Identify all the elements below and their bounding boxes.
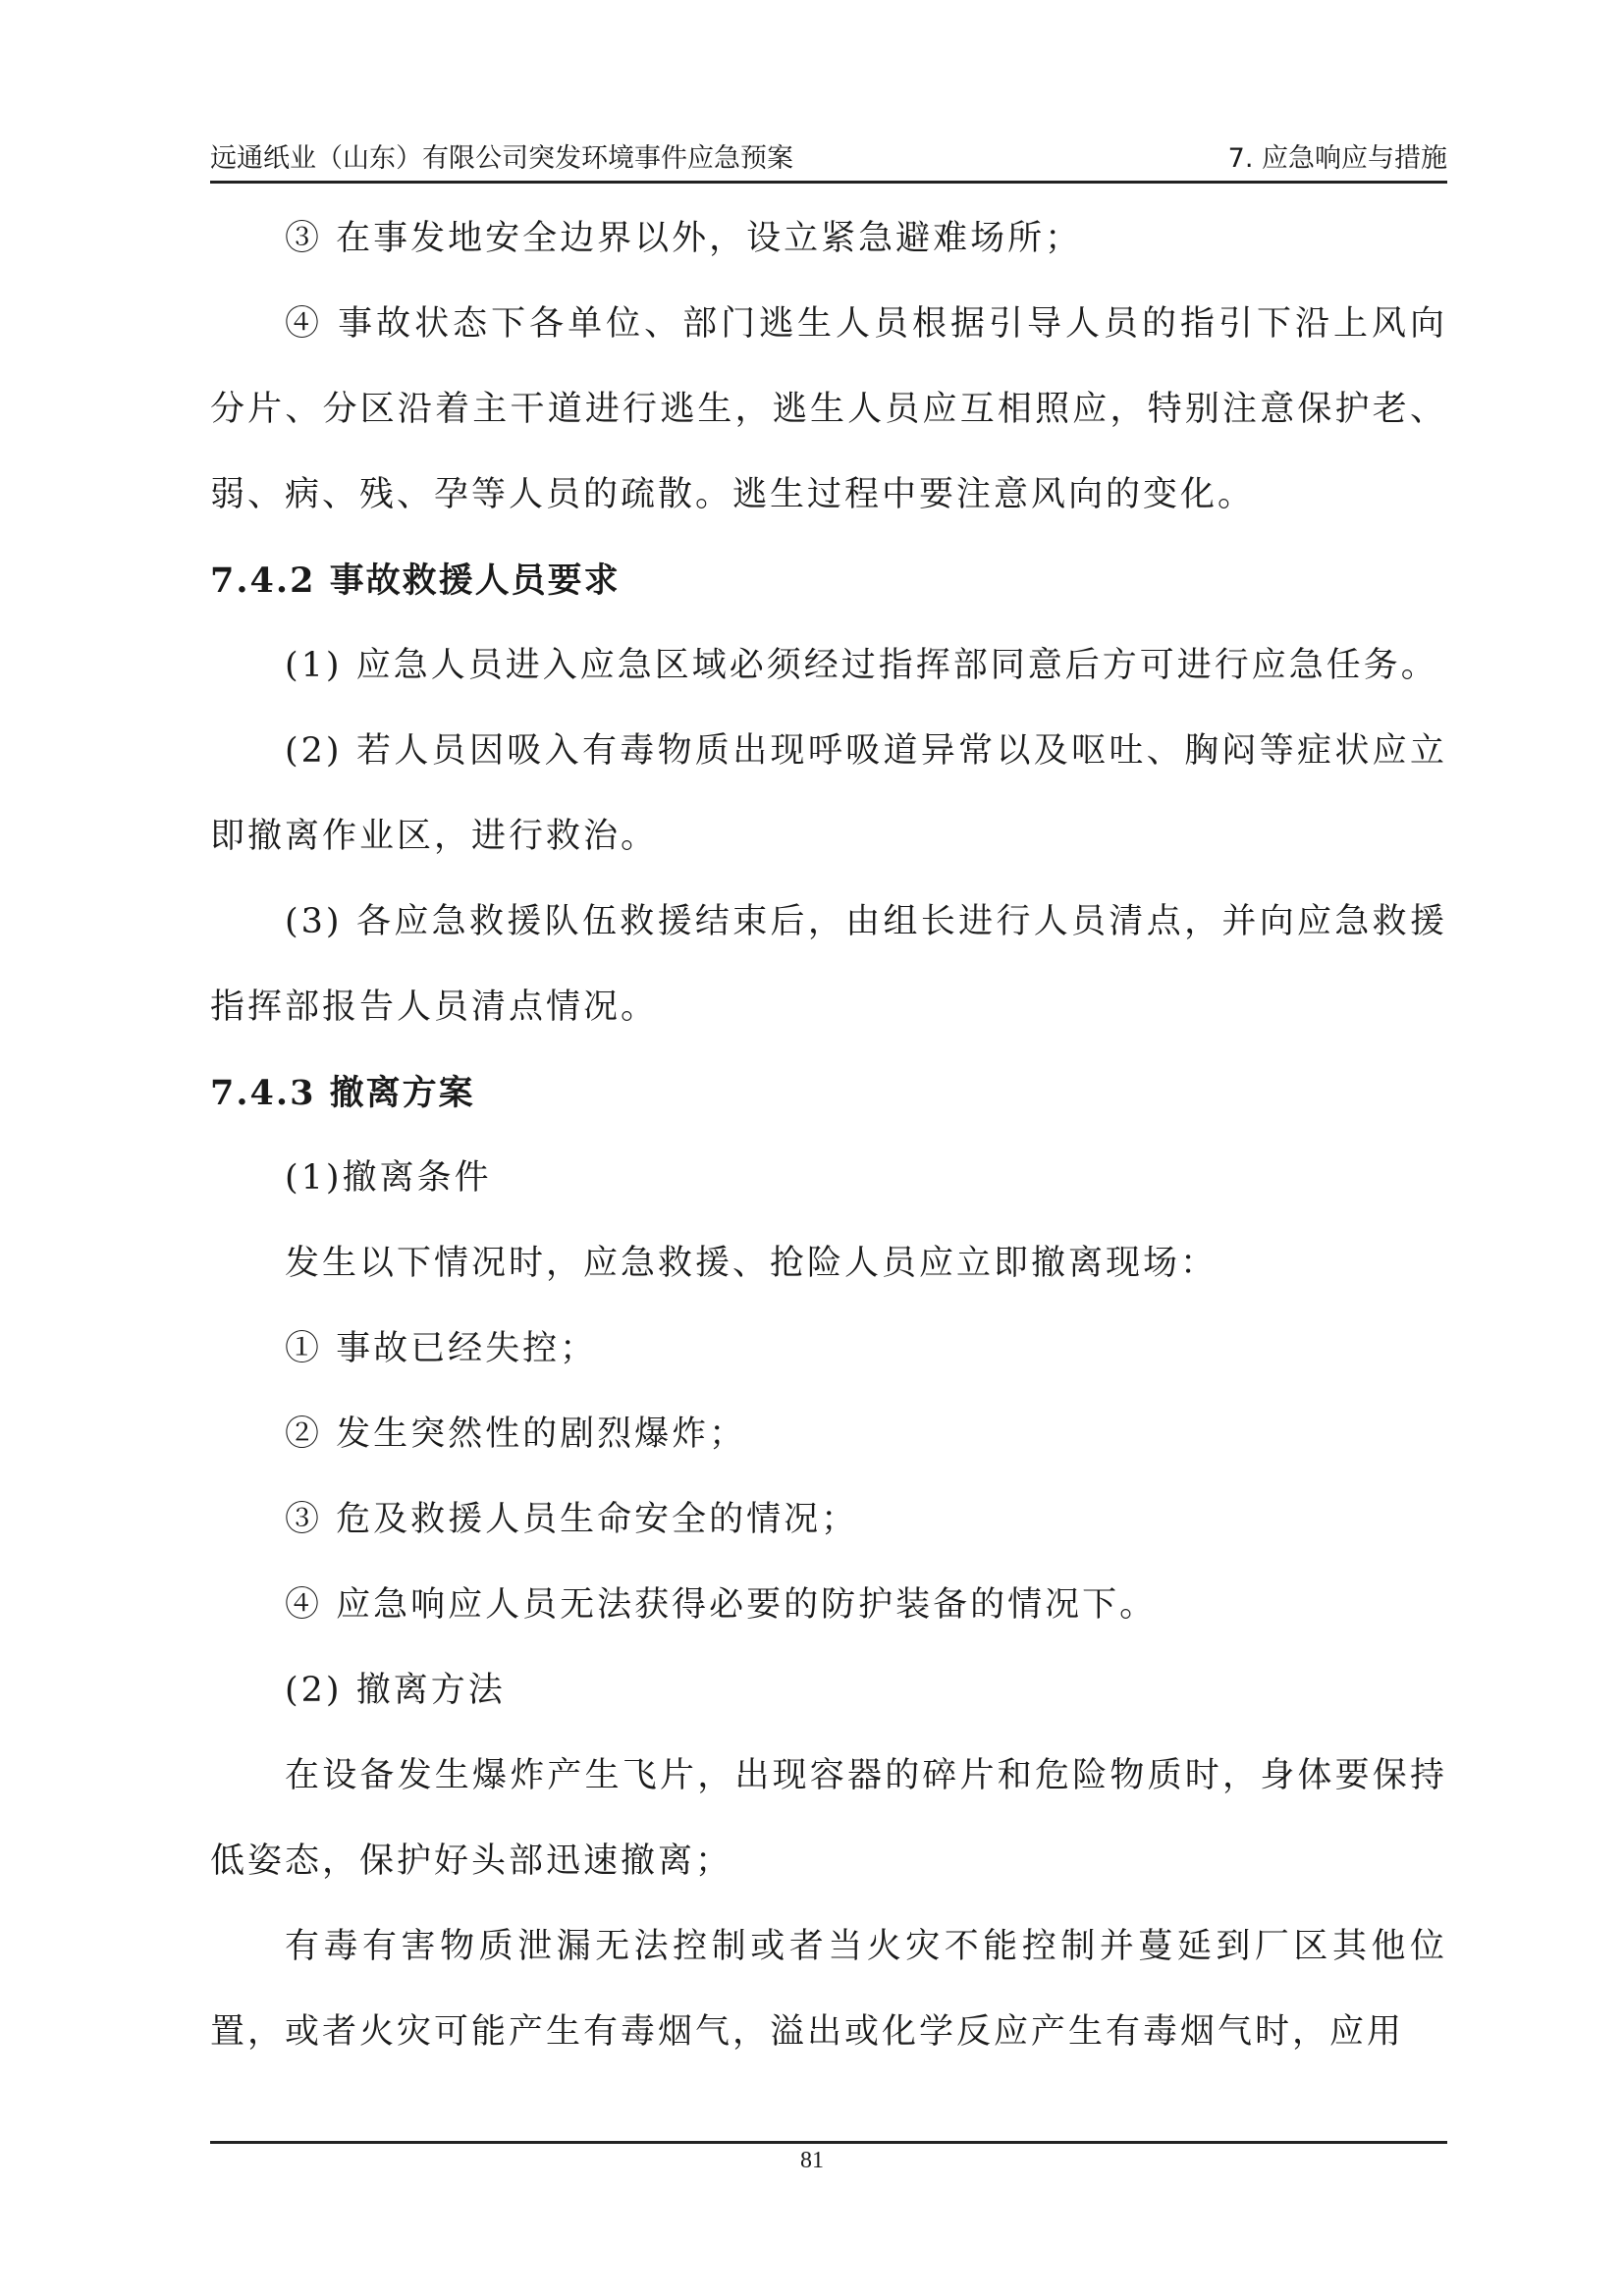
paragraph: (2) 撤离方法 xyxy=(285,1671,506,1710)
list-item: ③ 危及救援人员生命安全的情况； xyxy=(285,1500,859,1539)
page-header xyxy=(210,135,1447,184)
page-number: 81 xyxy=(800,2148,824,2173)
paragraph: (1) 应急人员进入应急区域必须经过指挥部同意后方可进行应急任务。 xyxy=(285,646,1438,685)
section-heading: 7.4.3 撤离方案 xyxy=(210,1073,475,1113)
list-item: ② 发生突然性的剧烈爆炸； xyxy=(285,1415,747,1454)
paragraph: 在设备发生爆炸产生飞片，出现容器的碎片和危险物质时，身体要保持低姿态，保护好头部迅速撤离； xyxy=(210,1756,1447,1881)
paragraph: 有毒有害物质泄漏无法控制或者当火灾不能控制并蔓延到厂区其他位置，或者火灾可能产生有毒烟气，溢出或化学反应产生有毒烟气时，应用 xyxy=(210,1927,1447,2052)
list-item: ① 事故已经失控； xyxy=(285,1329,598,1368)
footer-rule xyxy=(210,2141,1447,2144)
paragraph: 发生以下情况时，应急救援、抢险人员应立即撤离现场： xyxy=(285,1244,1218,1283)
document-body xyxy=(210,196,1447,2075)
paragraph: ③ 在事发地安全边界以外，设立紧急避难场所； xyxy=(285,219,1083,258)
paragraph: (3) 各应急救援队伍救援结束后，由组长进行人员清点，并向应急救援指挥部报告人员清点情况。 xyxy=(210,902,1447,1027)
paragraph: (1)撤离条件 xyxy=(285,1158,492,1198)
header-document-title: 远通纸业（山东）有限公司突发环境事件应急预案 xyxy=(210,143,793,174)
header-chapter-title: 7. 应急响应与措施 xyxy=(1227,143,1447,174)
list-item: ④ 应急响应人员无法获得必要的防护装备的情况下。 xyxy=(285,1585,1158,1625)
paragraph: ④ 事故状态下各单位、部门逃生人员根据引导人员的指引下沿上风向分片、分区沿着主干道进行逃生，逃生人员应互相照应，特别注意保护老、弱、病、残、孕等人员的疏散。逃生过程中要注意风向的变化。 xyxy=(210,304,1447,514)
paragraph: (2) 若人员因吸入有毒物质出现呼吸道异常以及呕吐、胸闷等症状应立即撤离作业区，进行救治。 xyxy=(210,731,1447,856)
section-heading: 7.4.2 事故救援人员要求 xyxy=(210,561,621,601)
